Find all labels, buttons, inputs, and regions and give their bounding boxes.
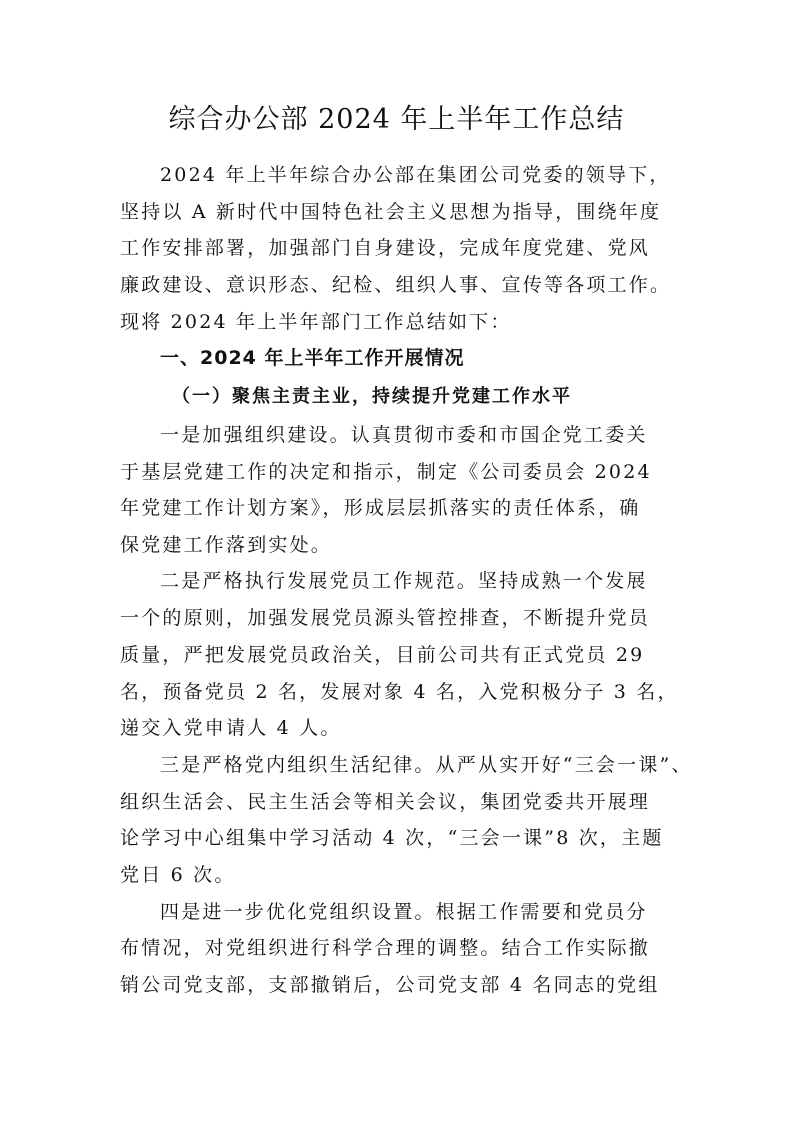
paragraph-line: 递交入党申请人 4 人。: [120, 717, 342, 739]
section-heading: 一、2024 年上半年工作开展情况: [160, 347, 465, 369]
paragraph-line: 四是进一步优化党组织设置。根据工作需要和党员分: [160, 901, 648, 923]
subsection-heading: （一）聚焦主责主业，持续提升党建工作水平: [172, 386, 572, 407]
document-title: 综合办公部 2024 年上半年工作总结: [168, 104, 625, 135]
intro-line: 2024 年上半年综合办公部在集团公司党委的领导下，: [160, 164, 671, 186]
paragraph-line: 名，预备党员 2 名，发展对象 4 名，入党积极分子 3 名，: [120, 681, 679, 703]
paragraph-line: 二是严格执行发展党员工作规范。坚持成熟一个发展: [160, 570, 648, 592]
paragraph-line: 党日 6 次。: [120, 864, 236, 886]
intro-line: 现将 2024 年上半年部门工作总结如下：: [120, 311, 512, 333]
intro-line: 工作安排部署，加强部门自身建设，完成年度党建、党风: [120, 237, 651, 259]
paragraph-line: 布情况，对党组织进行科学合理的调整。结合工作实际撤: [120, 937, 651, 959]
paragraph-line: 销公司党支部，支部撤销后，公司党支部 4 名同志的党组: [120, 974, 660, 996]
paragraph-line: 组织生活会、民主生活会等相关会议，集团党委共开展理: [120, 791, 651, 813]
paragraph-line: 一个的原则，加强发展党员源头管控排查，不断提升党员: [120, 607, 651, 629]
paragraph-line: 论学习中心组集中学习活动 4 次，“三会一课”8 次，主题: [120, 827, 664, 849]
paragraph-line: 一是加强组织建设。认真贯彻市委和市国企党工委关: [160, 424, 648, 446]
paragraph-line: 年党建工作计划方案》，形成层层抓落实的责任体系，确: [120, 497, 641, 519]
paragraph-line: 质量，严把发展党员政治关，目前公司共有正式党员 29: [120, 644, 645, 666]
paragraph-line: 保党建工作落到实处。: [120, 534, 333, 556]
intro-line: 廉政建设、意识形态、纪检、组织人事、宣传等各项工作。: [120, 274, 672, 296]
paragraph-line: 于基层党建工作的决定和指示，制定《公司委员会 2024: [120, 461, 652, 483]
intro-line: 坚持以 A 新时代中国特色社会主义思想为指导，围绕年度: [120, 201, 662, 223]
paragraph-line: 三是严格党内组织生活纪律。从严从实开好“三会一课”、: [160, 754, 693, 776]
